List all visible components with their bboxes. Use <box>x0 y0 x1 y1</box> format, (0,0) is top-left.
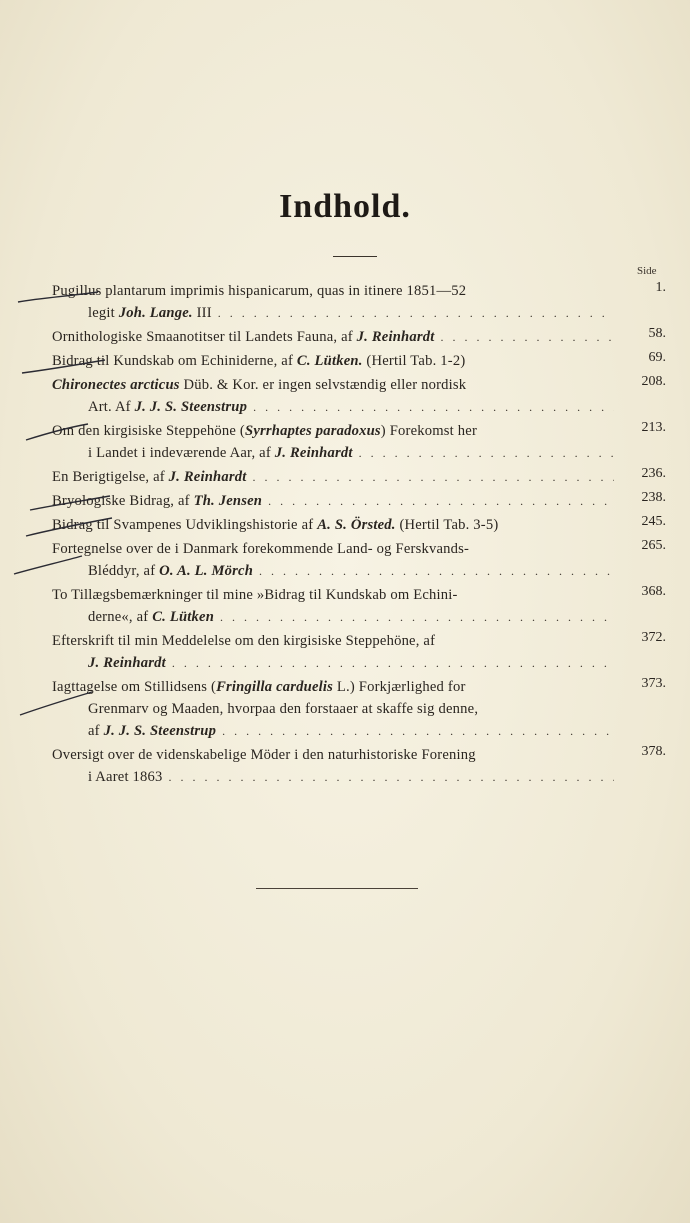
toc-entry-line <box>52 744 614 766</box>
toc-entry-text: Oversigt over de videnskabelige Möder i den naturhistoriske Forening <box>52 747 476 763</box>
dot-leader <box>253 466 615 488</box>
toc-entry-text: Grenmarv og Maaden, hvorpaa den forstaaer at skaffe sig denne, <box>88 701 479 717</box>
toc-entry-text: Efterskrift til min Meddelelse om den kirgisiske Steppehöne, af <box>52 633 436 649</box>
toc-entry-line <box>52 606 614 628</box>
toc-page-number: 378. <box>641 744 666 759</box>
toc-page-number: 368. <box>641 584 666 599</box>
toc-page-number: 245. <box>641 514 666 529</box>
toc-entry-line <box>52 652 614 674</box>
toc-page-number: 208. <box>641 374 666 389</box>
dot-leader <box>253 396 614 418</box>
toc-entry-line <box>52 490 614 512</box>
toc-entry-line <box>52 374 614 396</box>
dot-leader <box>169 766 614 788</box>
toc-entry-line <box>52 538 614 560</box>
dot-leader <box>222 720 614 742</box>
toc-entry <box>52 350 666 372</box>
dot-leader <box>218 302 614 324</box>
toc-entry-line <box>52 698 614 720</box>
toc-entry <box>52 466 666 488</box>
toc-entry-line <box>52 350 614 372</box>
toc-entry-text: Bidrag til Svampenes Udviklingshistorie af A. S. Örsted. (Hertil Tab. 3-5) <box>52 517 499 533</box>
toc-page-number: 213. <box>641 420 666 435</box>
toc-entry <box>52 676 666 742</box>
toc-entry-line <box>52 420 614 442</box>
toc-page-number: 373. <box>641 676 666 691</box>
dot-leader <box>259 560 614 582</box>
page-title: Indhold. <box>279 188 411 225</box>
toc-entry <box>52 374 666 418</box>
toc-entry-text: af J. J. S. Steenstrup <box>88 723 217 739</box>
toc-entry-text: Bryologiske Bidrag, af Th. Jensen <box>52 493 263 509</box>
dot-leader <box>268 490 614 512</box>
toc-page-number: 58. <box>648 326 666 341</box>
toc-entry-text: Bidrag til Kundskab om Echiniderne, af C. Lütken. (Hertil Tab. 1-2) <box>52 353 466 369</box>
toc-entry <box>52 490 666 512</box>
toc-entry-line <box>52 560 614 582</box>
toc-entry <box>52 280 666 324</box>
toc-entry-text: Pugillus plantarum imprimis hispanicarum, quas in itinere 1851—52 <box>52 283 467 299</box>
toc-entry-text: Chironectes arcticus Düb. & Kor. er ingen selvstændig eller nordisk <box>52 377 467 393</box>
dot-leader <box>220 606 614 628</box>
toc-entry-text: J. Reinhardt <box>88 655 166 671</box>
toc-entry-text: i Landet i indeværende Aar, af J. Reinhardt <box>88 445 353 461</box>
toc-entry-line <box>52 326 614 348</box>
toc-entry <box>52 514 666 536</box>
toc-page-number: 1. <box>655 280 666 295</box>
toc-entry-line <box>52 630 614 652</box>
toc-entry-text: Iagttagelse om Stillidsens (Fringilla carduelis L.) Forkjærlighed for <box>52 679 466 695</box>
toc-entry <box>52 744 666 788</box>
toc-entry-line <box>52 514 614 536</box>
toc-entry-line <box>52 676 614 698</box>
toc-entry-text: Art. Af J. J. S. Steenstrup <box>88 399 248 415</box>
toc-entry-text: Ornithologiske Smaanotitser til Landets Fauna, af J. Reinhardt <box>52 329 435 345</box>
title-rule <box>333 256 377 257</box>
toc-page-number: 265. <box>641 538 666 553</box>
dot-leader <box>440 326 614 348</box>
toc-entry-text: En Berigtigelse, af J. Reinhardt <box>52 469 247 485</box>
side-column-label: Side <box>637 265 657 277</box>
toc-page-number: 372. <box>641 630 666 645</box>
toc-entry-text: Om den kirgisiske Steppehöne (Syrrhaptes paradoxus) Forekomst her <box>52 423 478 439</box>
toc-entry-line <box>52 466 614 488</box>
dot-leader <box>359 442 614 464</box>
toc-entry-text: derne«, af C. Lütken <box>88 609 215 625</box>
toc-entry-line <box>52 720 614 742</box>
toc-page-number: 236. <box>641 466 666 481</box>
toc-entry <box>52 538 666 582</box>
closing-rule <box>256 888 418 889</box>
toc-entry-line <box>52 766 614 788</box>
table-of-contents <box>52 280 666 790</box>
toc-entry <box>52 630 666 674</box>
toc-page-number: 69. <box>648 350 666 365</box>
toc-entry-text: legit Joh. Lange. III <box>88 305 212 321</box>
toc-entry <box>52 584 666 628</box>
toc-entry-line <box>52 584 614 606</box>
toc-entry <box>52 326 666 348</box>
toc-page-number: 238. <box>641 490 666 505</box>
toc-entry-text: To Tillægsbemærkninger til mine »Bidrag til Kundskab om Echini- <box>52 587 458 603</box>
toc-entry-text: Fortegnelse over de i Danmark forekommende Land- og Ferskvands- <box>52 541 470 557</box>
toc-entry-line <box>52 280 614 302</box>
toc-entry-line <box>52 442 614 464</box>
toc-entry-line <box>52 302 614 324</box>
toc-entry <box>52 420 666 464</box>
toc-entry-line <box>52 396 614 418</box>
dot-leader <box>172 652 614 674</box>
toc-entry-text: Bléddyr, af O. A. L. Mörch <box>88 563 254 579</box>
toc-entry-text: i Aaret 1863 <box>88 769 163 785</box>
